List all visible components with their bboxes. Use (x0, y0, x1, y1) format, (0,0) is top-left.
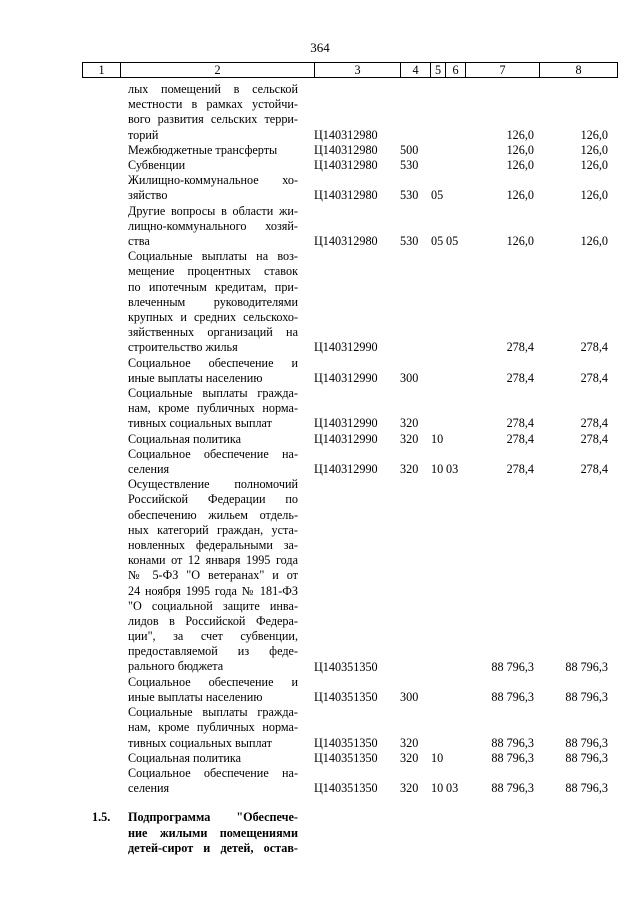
expense-type-code: 500 (400, 142, 419, 157)
row-description (128, 356, 298, 386)
amount-col-7: 126,0 (506, 233, 534, 248)
target-item-code: Ц140351350 (314, 735, 378, 750)
section-code: 05 (431, 233, 444, 248)
amount-col-8: 278,4 (580, 340, 608, 355)
table-row (0, 432, 640, 447)
row-description (128, 173, 298, 203)
description-line: "О социальной защите инва- (128, 598, 298, 613)
header-col-3: 3 (315, 63, 401, 77)
description-line: Осуществление полномочий (128, 477, 298, 492)
target-item-code: Ц140312990 (314, 370, 378, 385)
amount-col-7: 88 796,3 (491, 659, 534, 674)
description-line: селения (128, 781, 170, 796)
description-line: селения (128, 461, 170, 476)
amount-col-7: 88 796,3 (491, 689, 534, 704)
expense-type-code: 300 (400, 689, 419, 704)
amount-col-8: 278,4 (580, 461, 608, 476)
subsection-code: 03 (446, 781, 459, 796)
table-row (0, 705, 640, 751)
description-line: предоставляемой из феде- (128, 644, 298, 659)
amount-col-8: 88 796,3 (565, 689, 608, 704)
description-line: влеченным руководителями (128, 294, 298, 309)
expense-type-code: 530 (400, 188, 419, 203)
section-number: 1.5. (92, 810, 111, 825)
amount-col-7: 88 796,3 (491, 750, 534, 765)
amount-col-8: 278,4 (580, 370, 608, 385)
description-line: тивных социальных выплат (128, 735, 272, 750)
amount-col-8: 126,0 (580, 127, 608, 142)
description-line: Социальное обеспечение и (128, 674, 298, 689)
section-code: 10 (431, 461, 444, 476)
description-line: № 5-ФЗ "О ветеранах" и от (128, 568, 298, 583)
description-line: ции", за счет субвенции, (128, 629, 298, 644)
description-line: обеспечению жильем отдель- (128, 507, 298, 522)
description-line: торий (128, 127, 159, 142)
description-line: вого развития сельских терри- (128, 112, 298, 127)
description-line: Жилищно-коммунальное хо- (128, 173, 298, 188)
table-row (0, 356, 640, 386)
description-line: зяйственных организаций на (128, 325, 298, 340)
amount-col-7: 88 796,3 (491, 781, 534, 796)
row-description (128, 477, 298, 674)
expense-type-code: 320 (400, 461, 419, 476)
description-line: Социальные выплаты гражда- (128, 705, 298, 720)
header-col-1: 1 (83, 63, 121, 77)
target-item-code: Ц140351350 (314, 689, 378, 704)
table-header (82, 62, 618, 78)
description-line: Социальное обеспечение на- (128, 766, 298, 780)
description-line: Социальная политика (128, 431, 242, 446)
amount-col-8: 126,0 (580, 233, 608, 248)
row-description (128, 204, 298, 250)
section-title-line: ние жилыми помещениями (128, 825, 298, 840)
target-item-code: Ц140312990 (314, 416, 378, 431)
amount-col-8: 278,4 (580, 416, 608, 431)
description-line: Социальное обеспечение и (128, 355, 298, 370)
section-code: 05 (431, 188, 444, 203)
expense-type-code: 320 (400, 781, 419, 796)
description-line: иные выплаты населению (128, 370, 263, 385)
amount-col-8: 88 796,3 (565, 659, 608, 674)
table-row (0, 204, 640, 250)
description-line: 24 ноября 1995 года № 181-ФЗ (128, 583, 298, 598)
row-description (128, 766, 298, 796)
expense-type-code: 320 (400, 735, 419, 750)
amount-col-8: 126,0 (580, 158, 608, 172)
table-row (0, 158, 640, 173)
description-line: Другие вопросы в области жи- (128, 203, 298, 218)
table-row (0, 766, 640, 796)
description-line: нам, кроме публичных норма- (128, 720, 298, 735)
header-col-5: 5 (431, 63, 446, 77)
amount-col-8: 88 796,3 (565, 735, 608, 750)
table-row (0, 249, 640, 355)
description-line: нам, кроме публичных норма- (128, 401, 298, 416)
description-line: рального бюджета (128, 659, 224, 674)
expense-type-code: 320 (400, 431, 419, 446)
row-description (128, 143, 298, 158)
row-description (128, 249, 298, 355)
section-title-line: Подпрограмма "Обеспече- (128, 810, 298, 825)
description-line: Субвенции (128, 158, 186, 172)
amount-col-7: 126,0 (506, 142, 534, 157)
target-item-code: Ц140312990 (314, 431, 378, 446)
amount-col-7: 88 796,3 (491, 735, 534, 750)
section-code: 10 (431, 750, 444, 765)
description-line: строительство жилья (128, 340, 238, 355)
amount-col-7: 278,4 (506, 340, 534, 355)
table-row (0, 675, 640, 705)
description-line: конами от 12 января 1995 года (128, 553, 298, 568)
header-col-2: 2 (121, 63, 315, 77)
amount-col-8: 278,4 (580, 431, 608, 446)
expense-type-code: 530 (400, 158, 419, 172)
table-row (0, 447, 640, 477)
table-row (0, 82, 640, 143)
description-line: лищно-коммунального хозяй- (128, 218, 298, 233)
amount-col-7: 126,0 (506, 188, 534, 203)
target-item-code: Ц140312980 (314, 233, 378, 248)
description-line: Российской Федерации по (128, 492, 298, 507)
target-item-code: Ц140312980 (314, 158, 378, 172)
amount-col-7: 126,0 (506, 127, 534, 142)
description-line: иные выплаты населению (128, 689, 263, 704)
amount-col-7: 278,4 (506, 461, 534, 476)
amount-col-8: 126,0 (580, 142, 608, 157)
amount-col-7: 278,4 (506, 370, 534, 385)
expense-type-code: 320 (400, 750, 419, 765)
row-description (128, 158, 298, 173)
amount-col-8: 88 796,3 (565, 781, 608, 796)
row-description (128, 751, 298, 766)
row-description (128, 675, 298, 705)
section-title-line: детей-сирот и детей, остав- (128, 840, 298, 855)
row-description (128, 82, 298, 143)
description-line: крупных и средних сельскохо- (128, 309, 298, 324)
target-item-code: Ц140312990 (314, 340, 378, 355)
description-line: мещение процентных ставок (128, 264, 298, 279)
subsection-code: 03 (446, 461, 459, 476)
section-title (128, 810, 298, 856)
description-line: новленных федеральными за- (128, 537, 298, 552)
header-col-7: 7 (466, 63, 540, 77)
header-col-6: 6 (446, 63, 466, 77)
description-line: зяйство (128, 188, 168, 203)
section-code: 10 (431, 431, 444, 446)
expense-type-code: 320 (400, 416, 419, 431)
page-number: 364 (310, 40, 330, 55)
amount-col-7: 126,0 (506, 158, 534, 172)
expense-type-code: 300 (400, 370, 419, 385)
description-line: Социальная политика (128, 750, 242, 765)
target-item-code: Ц140351350 (314, 750, 378, 765)
section-code: 10 (431, 781, 444, 796)
description-line: тивных социальных выплат (128, 416, 272, 431)
target-item-code: Ц140312980 (314, 127, 378, 142)
amount-col-8: 88 796,3 (565, 750, 608, 765)
target-item-code: Ц140312980 (314, 188, 378, 203)
description-line: лых помещений в сельской (128, 82, 298, 96)
table-row (0, 143, 640, 158)
amount-col-7: 278,4 (506, 416, 534, 431)
expense-type-code: 530 (400, 233, 419, 248)
table-row (0, 477, 640, 675)
description-line: ства (128, 233, 150, 248)
target-item-code: Ц140351350 (314, 781, 378, 796)
target-item-code: Ц140312990 (314, 461, 378, 476)
row-description (128, 432, 298, 447)
amount-col-7: 278,4 (506, 431, 534, 446)
target-item-code: Ц140351350 (314, 659, 378, 674)
description-line: Социальное обеспечение на- (128, 446, 298, 461)
description-line: ных категорий граждан, уста- (128, 522, 298, 537)
table-row (0, 751, 640, 766)
table-row (0, 386, 640, 432)
description-line: Межбюджетные трансферты (128, 142, 278, 157)
header-col-4: 4 (401, 63, 431, 77)
description-line: лидов в Российской Федера- (128, 613, 298, 628)
row-description (128, 705, 298, 751)
row-description (128, 386, 298, 432)
header-col-8: 8 (575, 63, 582, 77)
description-line: Социальные выплаты на воз- (128, 249, 298, 264)
row-description (128, 447, 298, 477)
target-item-code: Ц140312980 (314, 142, 378, 157)
amount-col-8: 126,0 (580, 188, 608, 203)
description-line: Социальные выплаты гражда- (128, 386, 298, 400)
description-line: местности в рамках устойчи- (128, 97, 298, 112)
subsection-code: 05 (446, 233, 459, 248)
table-row (0, 173, 640, 203)
description-line: по ипотечным кредитам, при- (128, 279, 298, 294)
